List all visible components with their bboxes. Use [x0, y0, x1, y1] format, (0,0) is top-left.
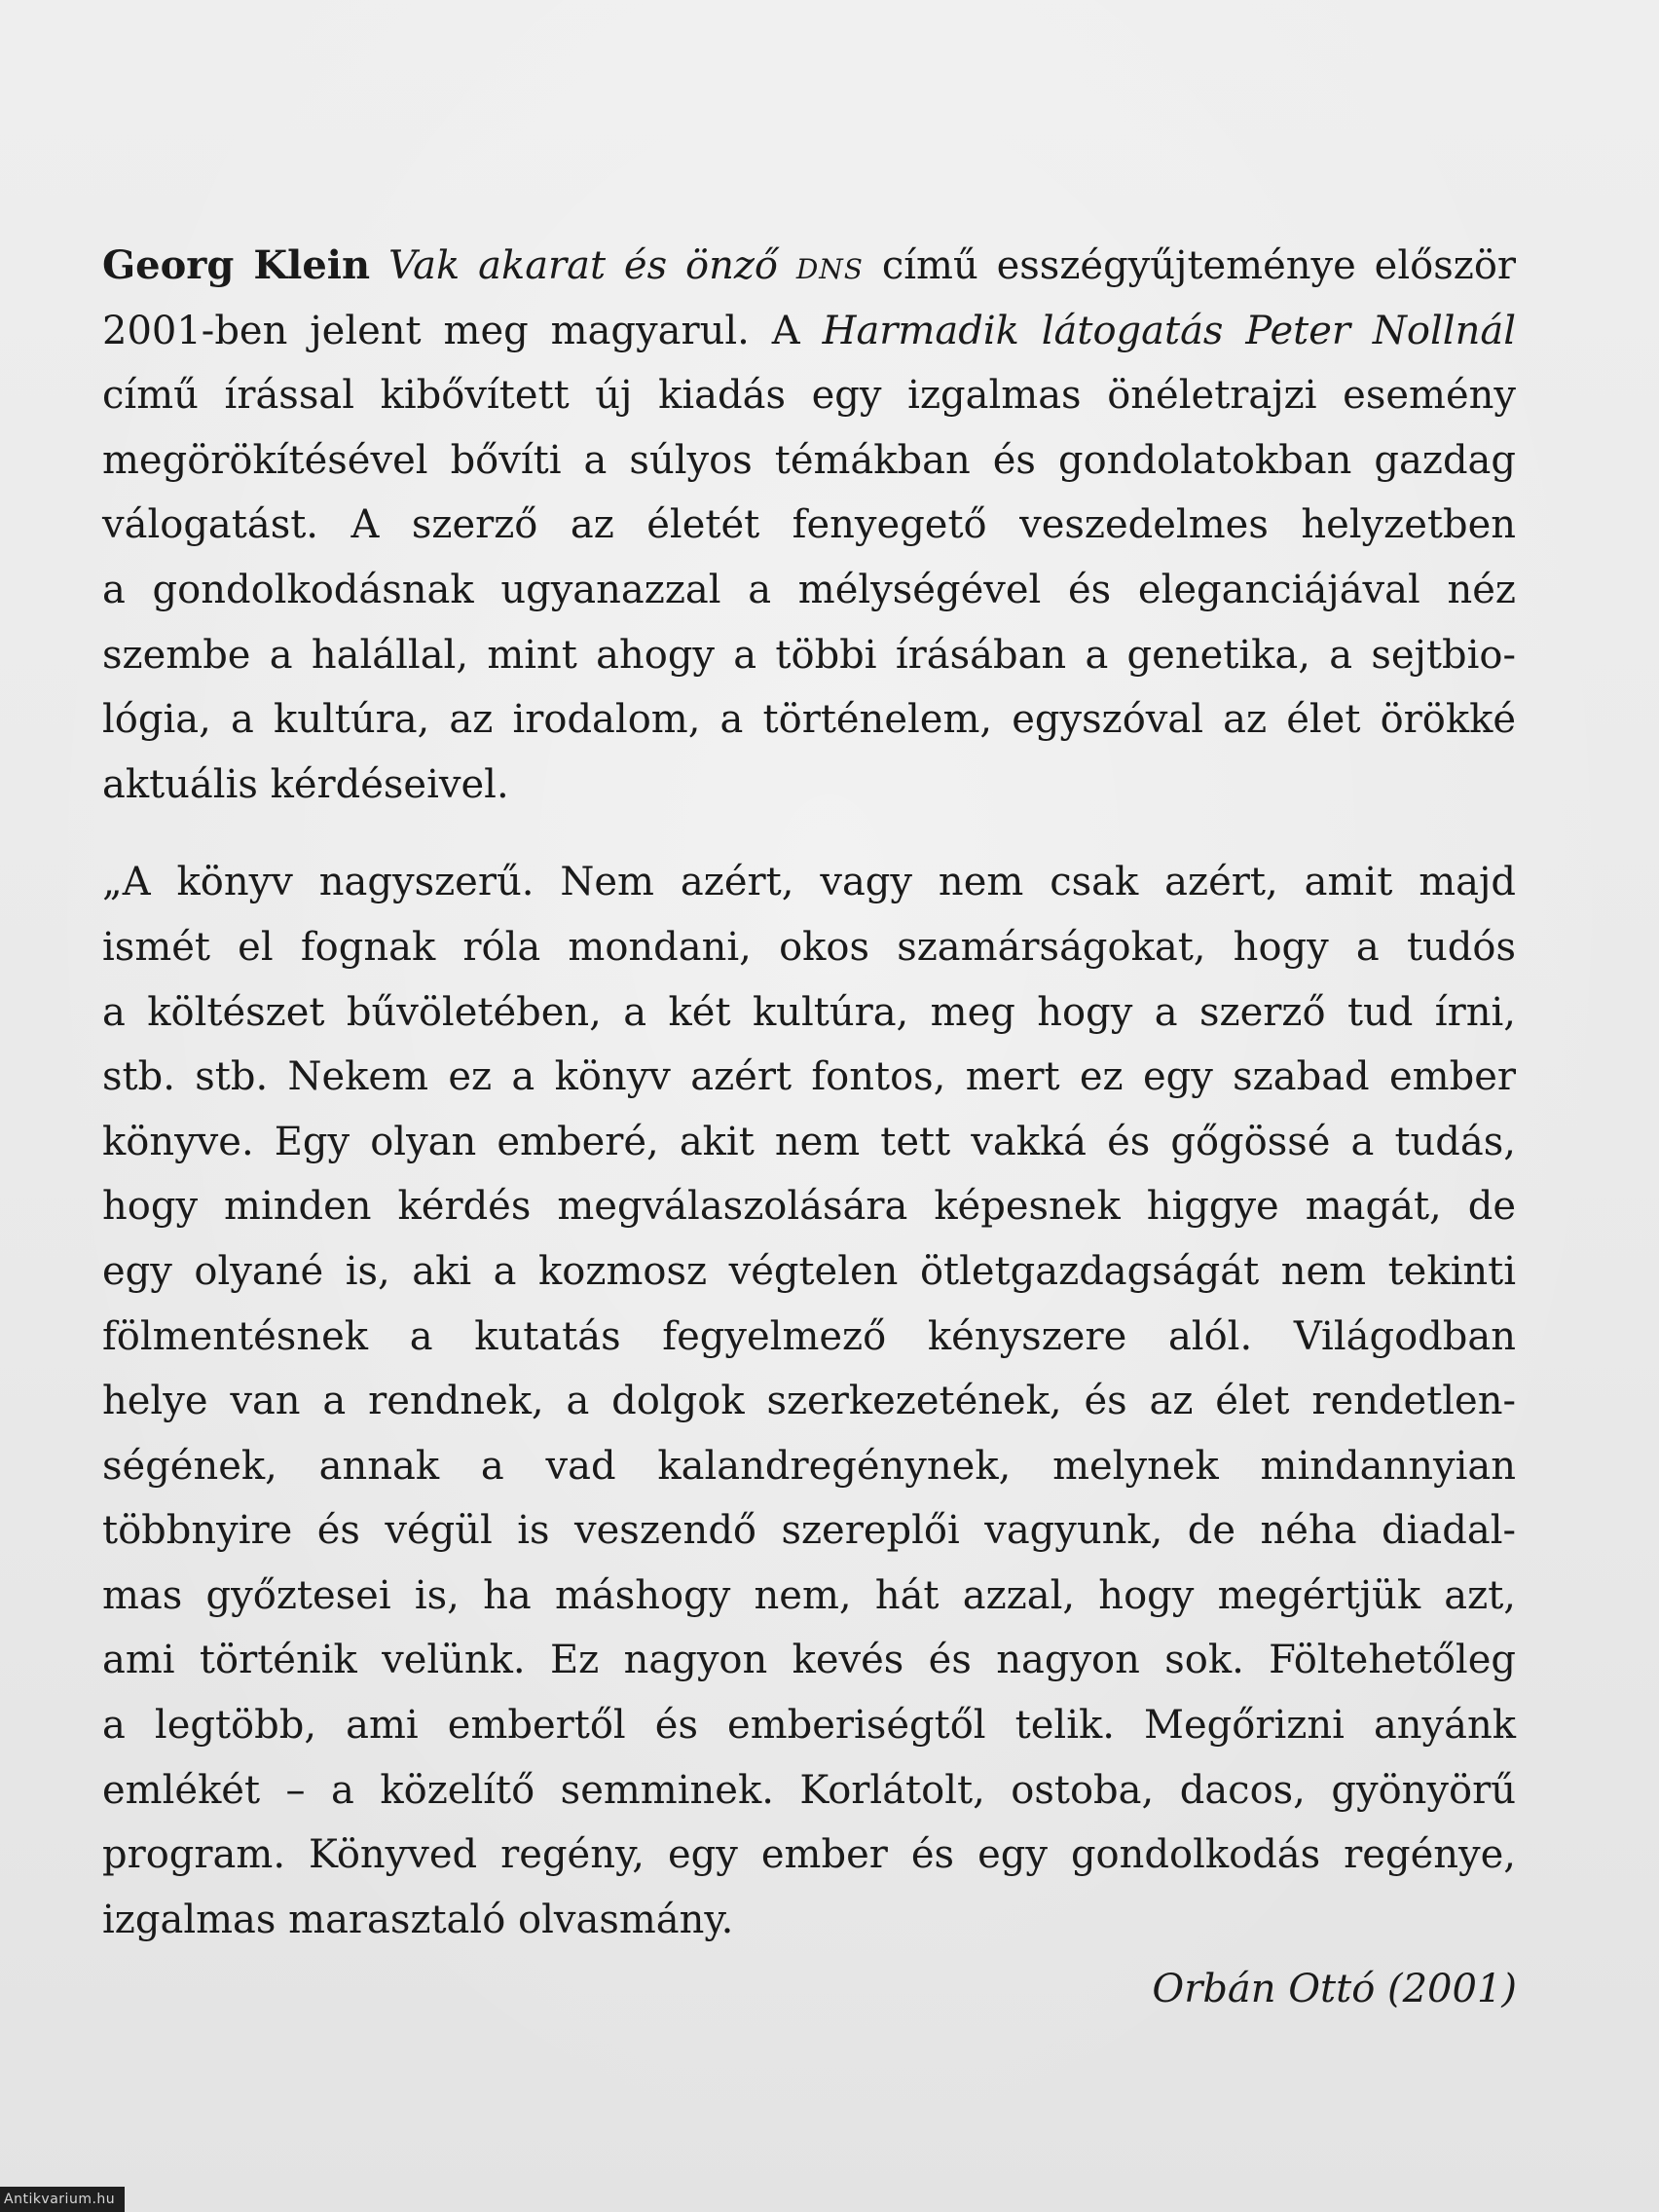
quote-line: izgalmas marasztaló olvasmány. — [102, 1897, 734, 1942]
intro-line-1 — [102, 234, 1516, 299]
quote-line: helye van a rendnek, a dolgok szerkezetének, és az élet rendetlen- — [102, 1379, 1516, 1424]
intro-line-5: válogatást. A szerző az életét fenyegető veszedelmes helyzetben — [102, 502, 1516, 548]
quote-line: ségének, annak a vad kalandregénynek, melynek mindannyian — [102, 1443, 1516, 1489]
intro-line-7: szembe a halállal, mint ahogy a többi írásában a genetika, a sejtbio- — [102, 632, 1516, 678]
intro-line-2-text: 2001-ben jelent meg magyarul. A — [102, 308, 800, 353]
book-title: Vak akarat és önző — [387, 243, 778, 288]
back-cover-text — [102, 234, 1516, 1952]
quote-line: a legtöbb, ami embertől és emberiségtől telik. Megőrizni anyánk — [102, 1703, 1516, 1749]
quote-line: stb. stb. Nekem ez a könyv azért fontos, mert ez egy szabad ember — [102, 1054, 1516, 1100]
quote-line: könyve. Egy olyan emberé, akit nem tett vakká és gőgössé a tudás, — [102, 1119, 1516, 1164]
quote-line: a költészet bűvöletében, a két kultúra, meg hogy a szerző tud írni, — [102, 989, 1516, 1035]
quote-attribution: Orbán Ottó (2001) — [1152, 1967, 1517, 2011]
quote-line: hogy minden kérdés megválaszolására képesnek higgye magát, de — [102, 1184, 1516, 1230]
paragraph-gap — [102, 817, 1516, 850]
quote-line: egy olyané is, aki a kozmosz végtelen ötletgazdagságát nem tekinti — [102, 1248, 1516, 1294]
quote-paragraph — [102, 850, 1516, 1952]
book-title-dns: dns — [795, 243, 864, 288]
essay-title: Harmadik látogatás Peter Nollnál — [822, 308, 1516, 353]
watermark: Antikvarium.hu — [0, 2187, 125, 2212]
quote-line: mas győztesei is, ha máshogy nem, hát azzal, hogy megértjük azt, — [102, 1572, 1516, 1618]
quote-line: fölmentésnek a kutatás fegyelmező kényszere alól. Világodban — [102, 1313, 1516, 1359]
quote-line: „A könyv nagyszerű. Nem azért, vagy nem csak azért, amit majd — [102, 860, 1516, 905]
intro-line-2 — [102, 299, 1516, 364]
intro-line-9: aktuális kérdéseivel. — [102, 761, 509, 807]
quote-line: ami történik velünk. Ez nagyon kevés és nagyon sok. Föltehetőleg — [102, 1638, 1516, 1683]
intro-line-6: a gondolkodásnak ugyanazzal a mélységével és eleganciájával néz — [102, 567, 1516, 612]
quote-line: emlékét – a közelítő semminek. Korlátolt, ostoba, dacos, gyönyörű — [102, 1767, 1516, 1813]
intro-line-3: című írással kibővített új kiadás egy izgalmas önéletrajzi esemény — [102, 373, 1516, 419]
quote-line: program. Könyved regény, egy ember és egy gondolkodás regénye, — [102, 1832, 1516, 1878]
quote-line: többnyire és végül is veszendő szereplői vagyunk, de néha diadal- — [102, 1508, 1516, 1554]
author-name: Georg Klein — [102, 242, 371, 288]
quote-line: ismét el fognak róla mondani, okos szamárságokat, hogy a tudós — [102, 924, 1516, 970]
intro-line-4: megörökítésével bővíti a súlyos témákban és gondolatokban gazdag — [102, 437, 1516, 483]
intro-line-8: lógia, a kultúra, az irodalom, a történelem, egyszóval az élet örökké — [102, 697, 1516, 743]
intro-line-1-rest: című esszégyűjteménye először — [881, 243, 1517, 288]
intro-paragraph — [102, 234, 1516, 817]
